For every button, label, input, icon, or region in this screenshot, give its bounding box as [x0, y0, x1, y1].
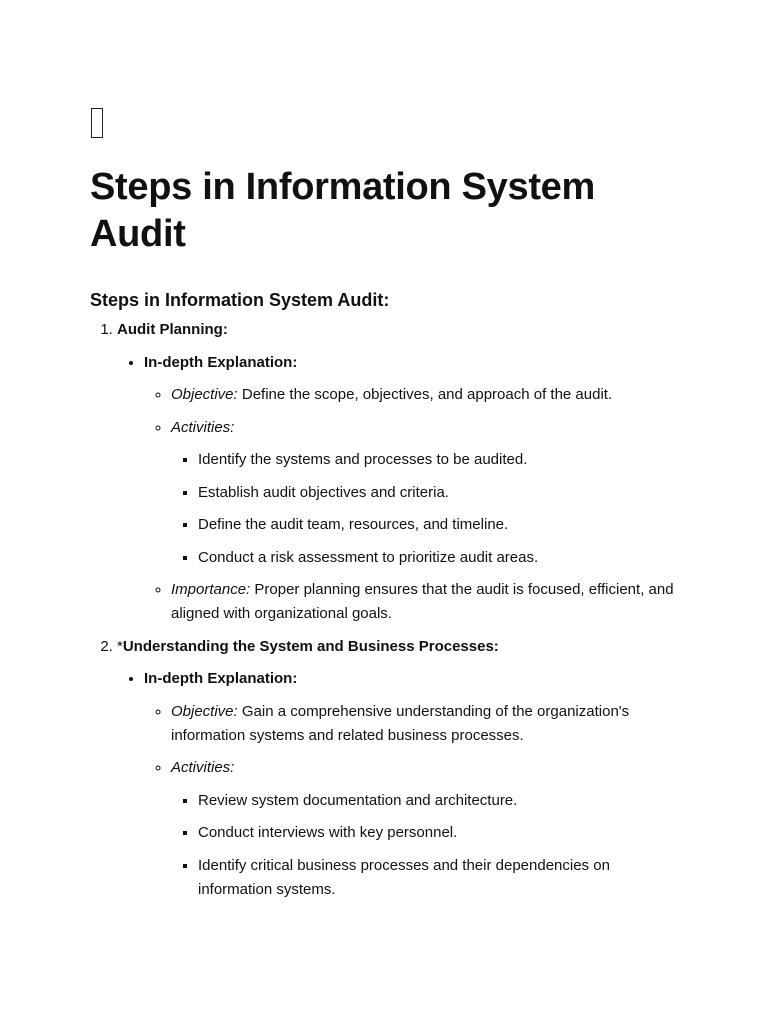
objective-label: Objective: [171, 702, 238, 720]
step-1-explanation-list [144, 383, 682, 626]
step-2-explanation [144, 667, 682, 902]
activity-item: ▪ Define the audit team, resources, and timeline. [198, 513, 682, 537]
step-1-title: Audit Planning: [117, 321, 228, 338]
objective-text: Gain a comprehensive understanding of the organization's information systems and related business processes. [171, 702, 630, 744]
objective-label: Objective: [171, 386, 238, 403]
missing-glyph-icon [91, 108, 103, 138]
importance-label: Importance: [171, 581, 251, 598]
steps-content [90, 318, 682, 910]
activities-label: Activities: [171, 418, 235, 436]
activity-item: ▪ Conduct interviews with key personnel. [198, 821, 682, 845]
activity-item: ▪ Identify the systems and processes to be audited. [198, 448, 682, 472]
explanation-label: In-depth Explanation: [144, 353, 298, 371]
activity-item: ▪ Identify critical business processes and their dependencies on information systems. [198, 854, 682, 902]
activity-item: ▪ Conduct a risk assessment to prioritize audit areas. [198, 546, 682, 570]
activity-item: ▪ Review system documentation and architecture. [198, 789, 682, 813]
page-title: Steps in Information System Audit [90, 166, 595, 255]
step-2-activity-list [171, 789, 682, 902]
activity-item: ▪ Establish audit objectives and criteria. [198, 481, 682, 505]
step-2-objective [171, 700, 682, 748]
step-1-explanation [144, 351, 682, 627]
step-2-activities [171, 756, 682, 902]
step-1-importance [171, 578, 682, 626]
step-2-prefix: * [117, 637, 123, 655]
step-1-objective [171, 383, 682, 407]
step-2-explanation-list [144, 700, 682, 902]
objective-text: Define the scope, objectives, and approach of the audit. [237, 386, 613, 403]
step-1-activities [171, 416, 682, 570]
step-1-activity-list [171, 448, 682, 570]
step-2-details [117, 667, 682, 902]
step-item-1 [117, 318, 682, 626]
explanation-label: In-depth Explanation: [144, 670, 298, 687]
importance-text: Proper planning ensures that the audit is focused, efficient, and aligned with organizational goals. [171, 581, 674, 622]
steps-list [90, 318, 682, 902]
step-2-title: Understanding the System and Business Processes: [122, 637, 499, 655]
section-heading: Steps in Information System Audit: [90, 290, 390, 310]
activities-label: Activities: [171, 759, 235, 776]
step-item-2 [117, 635, 682, 902]
step-1-details [117, 351, 682, 627]
